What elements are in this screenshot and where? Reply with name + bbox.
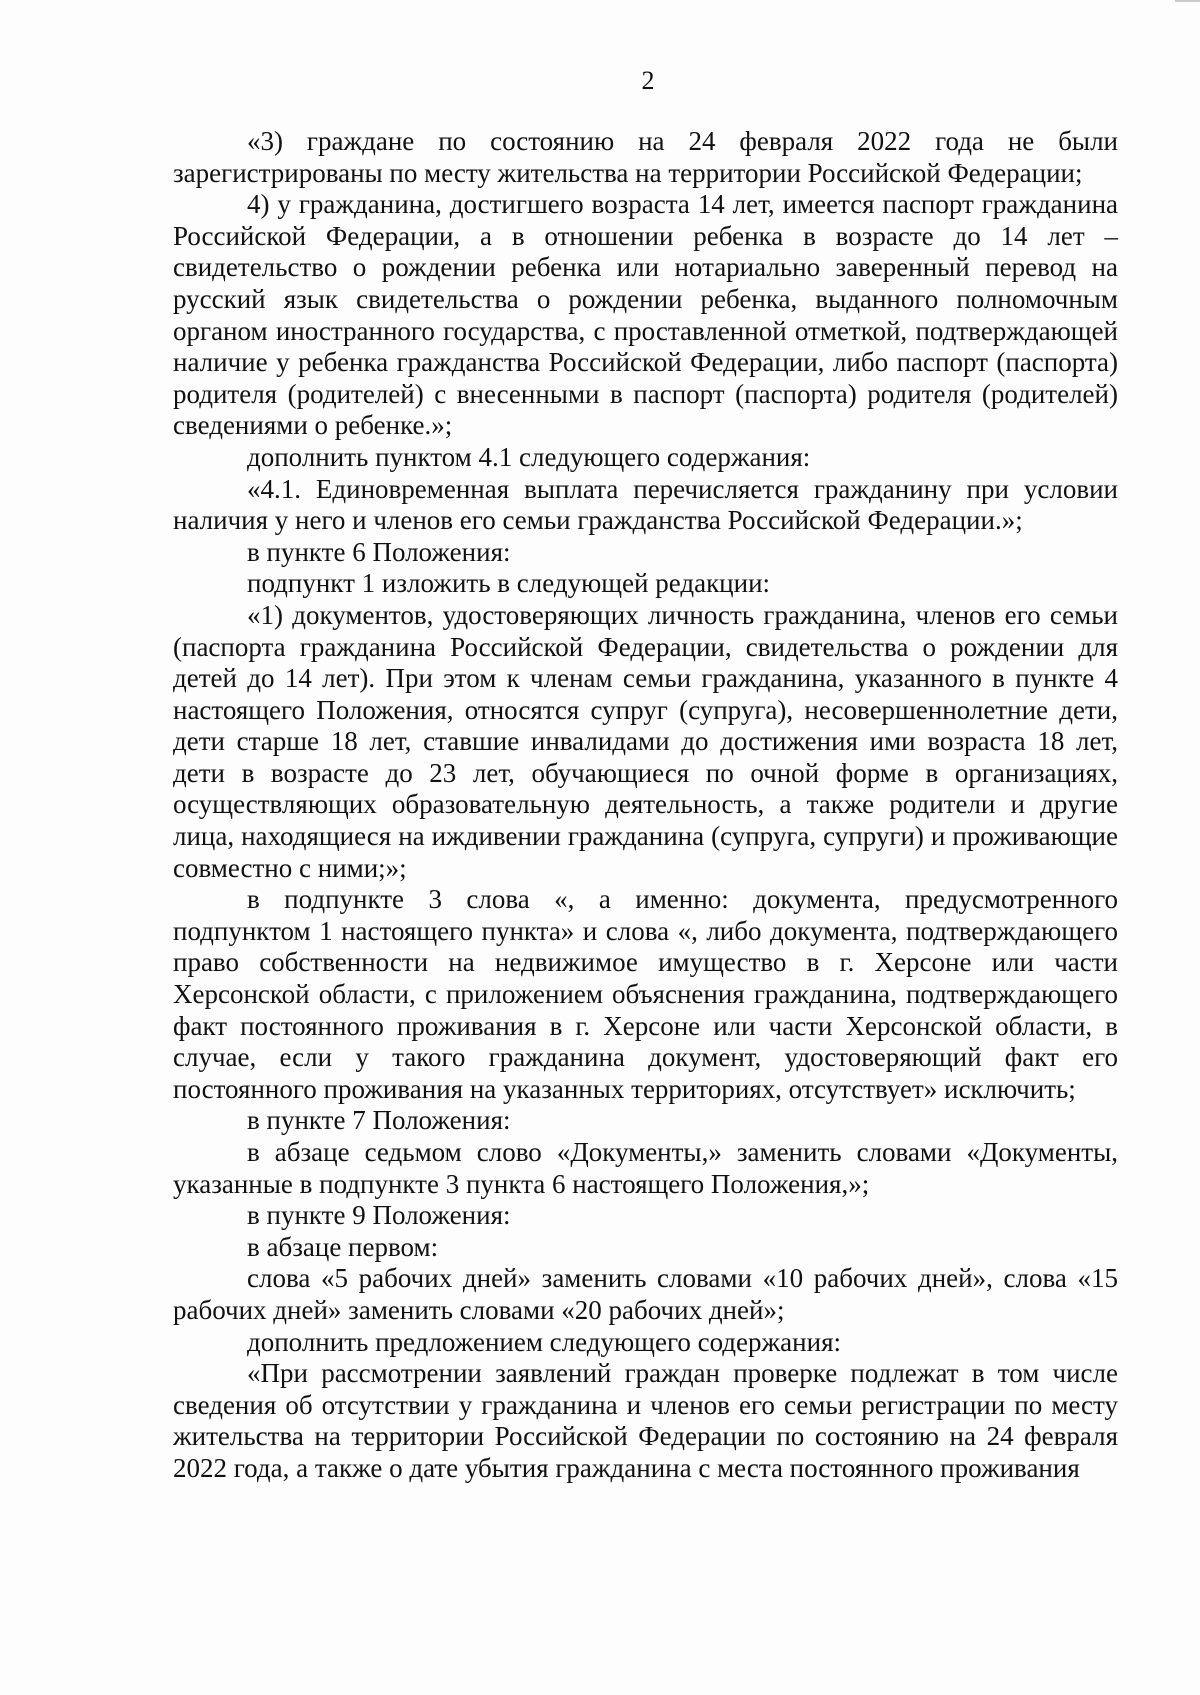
paragraph: слова «5 рабочих дней» заменить словами «10 рабочих дней», слова «15 рабочих дней» заменить словами «20 рабочих дней»; (173, 1263, 1118, 1325)
scan-edge-mark (1175, 0, 1200, 2)
paragraph: подпункт 1 изложить в следующей редакции: (247, 568, 771, 599)
paragraph: «3) граждане по состоянию на 24 февраля 2022 года не были зарегистрированы по месту жительства на территории Российской Федерации; (173, 126, 1118, 188)
paragraph: в подпункте 3 слова «, а именно: документа, предусмотренного подпунктом 1 настоящего пункта» и слова «, либо документа, подтверждающего право собственности на недвижимое имущество в г. Херсоне или части Херсонской области, с приложением объяснения гражданина, подтверждающего факт постоянного проживания в г. Херсоне или части Херсонской области, в случае, если у такого гражданина документ, удостоверяющий факт его постоянного проживания на указанных территориях, отсутствует» исключить; (173, 884, 1118, 1104)
paragraph: в абзаце первом: (247, 1231, 439, 1262)
paragraph: «1) документов, удостоверяющих личность гражданина, членов его семьи (паспорта гражданина Российской Федерации, свидетельства о рождении для детей до 14 лет). При этом к членам семьи гражданина, указанного в пункте 4 настоящего Положения, относятся супруг (супруга), несовершеннолетние дети, дети старше 18 лет, ставшие инвалидами до достижения ими возраста 18 лет, дети в возрасте до 23 лет, обучающиеся по очной форме в организациях, осуществляющих образовательную деятельность, а также родители и другие лица, находящиеся на иждивении гражданина (супруга, супруги) и проживающие совместно с ними;»; (173, 599, 1118, 883)
paragraph: «При рассмотрении заявлений граждан проверке подлежат в том числе сведения об отсутствии у гражданина и членов его семьи регистрации по месту жительства на территории Российской Федерации по состоянию на 24 февраля 2022 года, а также о дате убытия гражданина с места постоянного проживания (173, 1358, 1118, 1483)
paragraph: дополнить пунктом 4.1 следующего содержания: (247, 441, 811, 472)
document-body (173, 126, 1118, 1485)
paragraph: в пункте 9 Положения: (247, 1200, 511, 1231)
page-number: 2 (641, 66, 655, 95)
paragraph: в пункте 6 Положения: (247, 536, 511, 567)
paragraph: дополнить предложением следующего содержания: (247, 1326, 841, 1357)
paragraph: «4.1. Единовременная выплата перечисляется гражданину при условии наличия у него и членов его семьи гражданства Российской Федерации.»; (173, 473, 1118, 536)
paragraph: в абзаце седьмом слово «Документы,» заменить словами «Документы, указанные в подпункте 3 пункта 6 настоящего Положения,»; (173, 1137, 1118, 1199)
paragraph: в пункте 7 Положения: (247, 1105, 511, 1136)
paragraph: 4) у гражданина, достигшего возраста 14 лет, имеется паспорт гражданина Российской Федерации, а в отношении ребенка в возрасте до 14 лет – свидетельство о рождении ребенка или нотариально заверенный перевод на русский язык свидетельства о рождении ребенка, выданного полномочным органом иностранного государства, с проставленной отметкой, подтверждающей наличие у ребенка гражданства Российской Федерации, либо паспорт (паспорта) родителя (родителей) с внесенными в паспорт (паспорта) родителя (родителей) сведениями о ребенке.»; (173, 189, 1118, 441)
